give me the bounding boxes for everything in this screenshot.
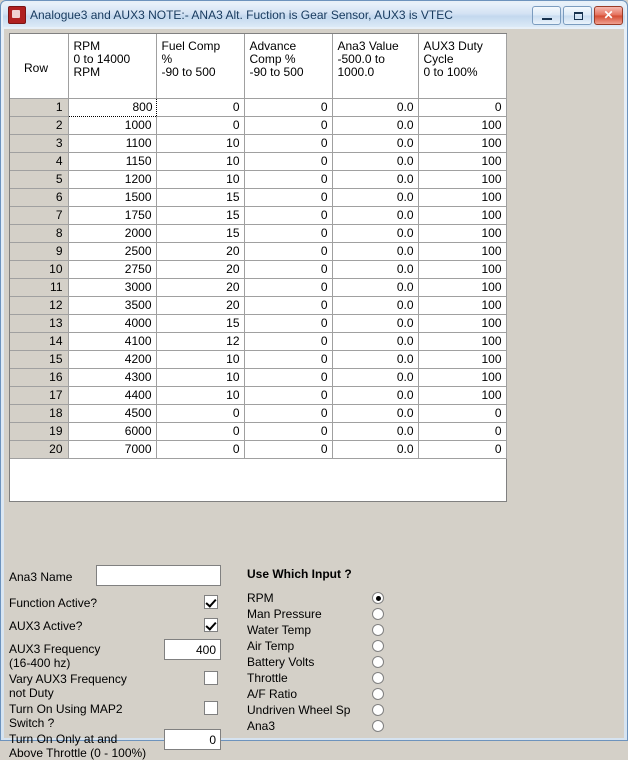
cell-aux3[interactable]: 100 xyxy=(418,260,506,278)
column-header-fuel-comp[interactable] xyxy=(156,34,244,98)
cell-ana3[interactable]: 0.0 xyxy=(332,206,418,224)
table-row[interactable] xyxy=(10,242,506,260)
column-header-rpm-line2: 0 to 14000 xyxy=(73,52,131,66)
cell-advance[interactable]: 0 xyxy=(244,242,332,260)
column-header-ana3-value[interactable] xyxy=(332,34,418,98)
cell-rpm[interactable]: 3000 xyxy=(68,278,156,296)
cell-advance[interactable]: 0 xyxy=(244,170,332,188)
cell-aux3[interactable]: 100 xyxy=(418,242,506,260)
row-number[interactable]: 18 xyxy=(10,404,68,422)
cell-ana3[interactable]: 0.0 xyxy=(332,188,418,206)
cell-fuel[interactable]: 15 xyxy=(156,314,244,332)
radio-man-pressure[interactable] xyxy=(372,608,384,620)
radio-label-battery-volts[interactable]: Battery Volts xyxy=(247,655,315,669)
radio-label-af-ratio[interactable]: A/F Ratio xyxy=(247,687,298,701)
cell-rpm[interactable]: 1200 xyxy=(68,170,156,188)
table-row[interactable] xyxy=(10,368,506,386)
cell-fuel[interactable]: 12 xyxy=(156,332,244,350)
cell-ana3[interactable]: 0.0 xyxy=(332,368,418,386)
cell-fuel[interactable]: 10 xyxy=(156,386,244,404)
cell-fuel[interactable]: 10 xyxy=(156,350,244,368)
cell-aux3[interactable]: 0 xyxy=(418,422,506,440)
cell-aux3[interactable]: 100 xyxy=(418,332,506,350)
cell-fuel[interactable]: 10 xyxy=(156,152,244,170)
column-header-ana3-line1: Ana3 Value xyxy=(337,39,399,53)
cell-fuel[interactable]: 15 xyxy=(156,224,244,242)
aux3-active-label: AUX3 Active? xyxy=(9,619,83,633)
map2-switch-label-line1: Turn On Using MAP2 xyxy=(9,702,123,716)
cell-rpm[interactable]: 4100 xyxy=(68,332,156,350)
row-number[interactable]: 7 xyxy=(10,206,68,224)
row-number[interactable]: 14 xyxy=(10,332,68,350)
cell-rpm[interactable]: 2000 xyxy=(68,224,156,242)
cell-aux3[interactable]: 100 xyxy=(418,170,506,188)
cell-ana3[interactable]: 0.0 xyxy=(332,350,418,368)
cell-advance[interactable]: 0 xyxy=(244,422,332,440)
cell-fuel[interactable]: 20 xyxy=(156,278,244,296)
cell-fuel[interactable]: 0 xyxy=(156,98,244,116)
cell-fuel[interactable]: 0 xyxy=(156,116,244,134)
cell-fuel[interactable]: 0 xyxy=(156,404,244,422)
table-row[interactable] xyxy=(10,98,506,116)
cell-ana3[interactable]: 0.0 xyxy=(332,278,418,296)
minimize-icon xyxy=(542,18,552,20)
cell-aux3[interactable]: 0 xyxy=(418,440,506,458)
cell-ana3[interactable]: 0.0 xyxy=(332,422,418,440)
cell-ana3[interactable]: 0.0 xyxy=(332,98,418,116)
cell-ana3[interactable]: 0.0 xyxy=(332,260,418,278)
input-selector-title: Use Which Input ? xyxy=(247,567,352,581)
ana3-name-input[interactable] xyxy=(96,565,221,586)
cell-rpm[interactable]: 3500 xyxy=(68,296,156,314)
column-header-rpm[interactable] xyxy=(68,34,156,98)
column-header-row[interactable] xyxy=(10,34,68,98)
cell-fuel[interactable]: 20 xyxy=(156,296,244,314)
cell-rpm[interactable]: 4300 xyxy=(68,368,156,386)
table-row[interactable] xyxy=(10,332,506,350)
throttle-threshold-label-line2: Above Throttle (0 - 100%) xyxy=(9,746,147,760)
aux3-active-checkbox[interactable] xyxy=(204,618,218,632)
cell-aux3[interactable]: 100 xyxy=(418,296,506,314)
grid-body xyxy=(10,98,506,458)
row-number[interactable]: 12 xyxy=(10,296,68,314)
cell-rpm[interactable]: 6000 xyxy=(68,422,156,440)
cell-aux3[interactable]: 100 xyxy=(418,368,506,386)
radio-label-undriven-wheel-speed[interactable]: Undriven Wheel Sp xyxy=(247,703,351,717)
table-row[interactable] xyxy=(10,422,506,440)
radio-label-ana3[interactable]: Ana3 xyxy=(247,719,276,733)
column-header-advance-comp[interactable] xyxy=(244,34,332,98)
cell-aux3[interactable]: 100 xyxy=(418,350,506,368)
cell-advance[interactable]: 0 xyxy=(244,296,332,314)
table-row[interactable] xyxy=(10,170,506,188)
cell-advance[interactable]: 0 xyxy=(244,134,332,152)
cell-rpm[interactable]: 4400 xyxy=(68,386,156,404)
cell-fuel[interactable]: 10 xyxy=(156,368,244,386)
minimize-button[interactable] xyxy=(532,6,561,25)
cell-fuel[interactable]: 15 xyxy=(156,188,244,206)
cell-rpm[interactable]: 4000 xyxy=(68,314,156,332)
cell-fuel[interactable]: 0 xyxy=(156,440,244,458)
column-header-aux3-duty[interactable] xyxy=(418,34,506,98)
cell-advance[interactable]: 0 xyxy=(244,404,332,422)
maximize-icon xyxy=(574,12,583,20)
cell-advance[interactable]: 0 xyxy=(244,98,332,116)
radio-water-temp[interactable] xyxy=(372,624,384,636)
table-row[interactable] xyxy=(10,224,506,242)
radio-undriven-wheel-speed[interactable] xyxy=(372,704,384,716)
column-header-aux3-line1: AUX3 Duty xyxy=(423,39,483,53)
cell-rpm[interactable]: 1500 xyxy=(68,188,156,206)
cell-ana3[interactable]: 0.0 xyxy=(332,152,418,170)
table-row[interactable] xyxy=(10,206,506,224)
throttle-threshold-label-line1: Turn On Only at and xyxy=(9,732,118,746)
radio-rpm[interactable] xyxy=(372,592,384,604)
cell-rpm[interactable]: 800 xyxy=(68,98,156,116)
cell-fuel[interactable]: 15 xyxy=(156,206,244,224)
row-number[interactable]: 4 xyxy=(10,152,68,170)
column-header-rpm-line1: RPM xyxy=(73,39,101,53)
row-number[interactable]: 11 xyxy=(10,278,68,296)
throttle-threshold-input[interactable] xyxy=(164,729,221,750)
vary-frequency-label-line2: not Duty xyxy=(9,686,54,700)
vary-frequency-checkbox[interactable] xyxy=(204,671,218,685)
table-row[interactable] xyxy=(10,404,506,422)
window-title: Analogue3 and AUX3 NOTE:- ANA3 Alt. Fuction is Gear Sensor, AUX3 is VTEC xyxy=(30,8,453,22)
table-row[interactable] xyxy=(10,134,506,152)
cell-ana3[interactable]: 0.0 xyxy=(332,332,418,350)
row-number[interactable]: 10 xyxy=(10,260,68,278)
cell-rpm[interactable]: 4200 xyxy=(68,350,156,368)
cell-fuel[interactable]: 20 xyxy=(156,242,244,260)
column-header-fuel-line2: % xyxy=(161,52,173,66)
app-icon xyxy=(8,6,26,24)
cell-fuel[interactable]: 10 xyxy=(156,134,244,152)
cell-ana3[interactable]: 0.0 xyxy=(332,170,418,188)
close-icon: ✕ xyxy=(603,8,614,22)
cell-rpm[interactable]: 2750 xyxy=(68,260,156,278)
function-active-label: Function Active? xyxy=(9,596,98,610)
radio-ana3[interactable] xyxy=(372,720,384,732)
cell-rpm[interactable]: 1150 xyxy=(68,152,156,170)
row-number[interactable]: 5 xyxy=(10,170,68,188)
cell-advance[interactable]: 0 xyxy=(244,332,332,350)
row-number[interactable]: 8 xyxy=(10,224,68,242)
title-bar[interactable] xyxy=(3,3,625,27)
cell-rpm[interactable]: 1100 xyxy=(68,134,156,152)
column-header-ana3-line3: 1000.0 xyxy=(337,65,375,79)
row-number[interactable]: 20 xyxy=(10,440,68,458)
window-controls xyxy=(532,6,623,25)
cell-ana3[interactable]: 0.0 xyxy=(332,134,418,152)
table-row[interactable] xyxy=(10,188,506,206)
column-header-fuel-line3: -90 to 500 xyxy=(161,65,216,79)
cell-advance[interactable]: 0 xyxy=(244,116,332,134)
row-number[interactable]: 3 xyxy=(10,134,68,152)
column-header-fuel-line1: Fuel Comp xyxy=(161,39,221,53)
cell-aux3[interactable]: 100 xyxy=(418,188,506,206)
cell-advance[interactable]: 0 xyxy=(244,206,332,224)
column-header-aux3-line2: Cycle xyxy=(423,52,454,66)
row-number[interactable]: 15 xyxy=(10,350,68,368)
cell-ana3[interactable]: 0.0 xyxy=(332,242,418,260)
grid-header-row xyxy=(10,34,506,98)
cell-ana3[interactable]: 0.0 xyxy=(332,404,418,422)
function-active-checkbox[interactable] xyxy=(204,595,218,609)
row-number[interactable]: 16 xyxy=(10,368,68,386)
cell-advance[interactable]: 0 xyxy=(244,260,332,278)
row-number[interactable]: 17 xyxy=(10,386,68,404)
cell-advance[interactable]: 0 xyxy=(244,350,332,368)
radio-battery-volts[interactable] xyxy=(372,656,384,668)
cell-aux3[interactable]: 100 xyxy=(418,152,506,170)
aux3-frequency-label-line2: (16-400 hz) xyxy=(9,656,71,670)
table-row[interactable] xyxy=(10,260,506,278)
cell-aux3[interactable]: 0 xyxy=(418,404,506,422)
ana3-name-label: Ana3 Name xyxy=(9,570,73,584)
cell-fuel[interactable]: 0 xyxy=(156,422,244,440)
cell-aux3[interactable]: 100 xyxy=(418,314,506,332)
radio-air-temp[interactable] xyxy=(372,640,384,652)
cell-advance[interactable]: 0 xyxy=(244,440,332,458)
cell-advance[interactable]: 0 xyxy=(244,386,332,404)
cell-advance[interactable]: 0 xyxy=(244,368,332,386)
row-number[interactable]: 6 xyxy=(10,188,68,206)
table-row[interactable] xyxy=(10,116,506,134)
cell-ana3[interactable]: 0.0 xyxy=(332,116,418,134)
settings-panel xyxy=(4,529,624,760)
cell-fuel[interactable]: 20 xyxy=(156,260,244,278)
cell-ana3[interactable]: 0.0 xyxy=(332,314,418,332)
cell-fuel[interactable]: 10 xyxy=(156,170,244,188)
radio-label-man-pressure[interactable]: Man Pressure xyxy=(247,607,322,621)
data-grid[interactable] xyxy=(9,33,507,502)
cell-rpm[interactable]: 7000 xyxy=(68,440,156,458)
cell-ana3[interactable]: 0.0 xyxy=(332,440,418,458)
table-row[interactable] xyxy=(10,440,506,458)
table-row[interactable] xyxy=(10,314,506,332)
row-number[interactable]: 2 xyxy=(10,116,68,134)
cell-rpm[interactable]: 2500 xyxy=(68,242,156,260)
column-header-adv-line3: -90 to 500 xyxy=(249,65,304,79)
cell-advance[interactable]: 0 xyxy=(244,188,332,206)
cell-advance[interactable]: 0 xyxy=(244,152,332,170)
window-client-area xyxy=(4,29,624,760)
column-header-aux3-line3: 0 to 100% xyxy=(423,65,478,79)
table-row[interactable] xyxy=(10,278,506,296)
cell-advance[interactable]: 0 xyxy=(244,314,332,332)
cell-rpm[interactable]: 1000 xyxy=(68,116,156,134)
radio-throttle[interactable] xyxy=(372,672,384,684)
vary-frequency-label-line1: Vary AUX3 Frequency xyxy=(9,672,127,686)
cell-aux3[interactable]: 100 xyxy=(418,134,506,152)
row-number[interactable]: 1 xyxy=(10,98,68,116)
column-header-row-label: Row xyxy=(24,61,49,76)
radio-af-ratio[interactable] xyxy=(372,688,384,700)
aux3-frequency-label-line1: AUX3 Frequency xyxy=(9,642,101,656)
cell-rpm[interactable]: 4500 xyxy=(68,404,156,422)
cell-aux3[interactable]: 100 xyxy=(418,386,506,404)
column-header-adv-line1: Advance xyxy=(249,39,297,53)
column-header-rpm-line3: RPM xyxy=(73,65,101,79)
map2-switch-checkbox[interactable] xyxy=(204,701,218,715)
cell-ana3[interactable]: 0.0 xyxy=(332,386,418,404)
column-header-adv-line2: Comp % xyxy=(249,52,296,66)
row-number[interactable]: 13 xyxy=(10,314,68,332)
table-row[interactable] xyxy=(10,386,506,404)
aux3-frequency-input[interactable] xyxy=(164,639,221,660)
cell-ana3[interactable]: 0.0 xyxy=(332,224,418,242)
row-number[interactable]: 9 xyxy=(10,242,68,260)
cell-rpm[interactable]: 1750 xyxy=(68,206,156,224)
cell-aux3[interactable]: 100 xyxy=(418,224,506,242)
maximize-button[interactable] xyxy=(563,6,592,25)
cell-aux3[interactable]: 0 xyxy=(418,98,506,116)
cell-aux3[interactable]: 100 xyxy=(418,206,506,224)
row-number[interactable]: 19 xyxy=(10,422,68,440)
close-button[interactable] xyxy=(594,6,623,25)
cell-aux3[interactable]: 100 xyxy=(418,116,506,134)
map2-switch-label-line2: Switch ? xyxy=(9,716,55,730)
table-row[interactable] xyxy=(10,152,506,170)
cell-aux3[interactable]: 100 xyxy=(418,278,506,296)
radio-label-water-temp[interactable]: Water Temp xyxy=(247,623,312,637)
cell-advance[interactable]: 0 xyxy=(244,224,332,242)
radio-label-rpm[interactable]: RPM xyxy=(247,591,274,605)
cell-advance[interactable]: 0 xyxy=(244,278,332,296)
table-row[interactable] xyxy=(10,350,506,368)
radio-label-air-temp[interactable]: Air Temp xyxy=(247,639,295,653)
cell-ana3[interactable]: 0.0 xyxy=(332,296,418,314)
radio-label-throttle[interactable]: Throttle xyxy=(247,671,288,685)
table-row[interactable] xyxy=(10,296,506,314)
column-header-ana3-line2: -500.0 to xyxy=(337,52,385,66)
